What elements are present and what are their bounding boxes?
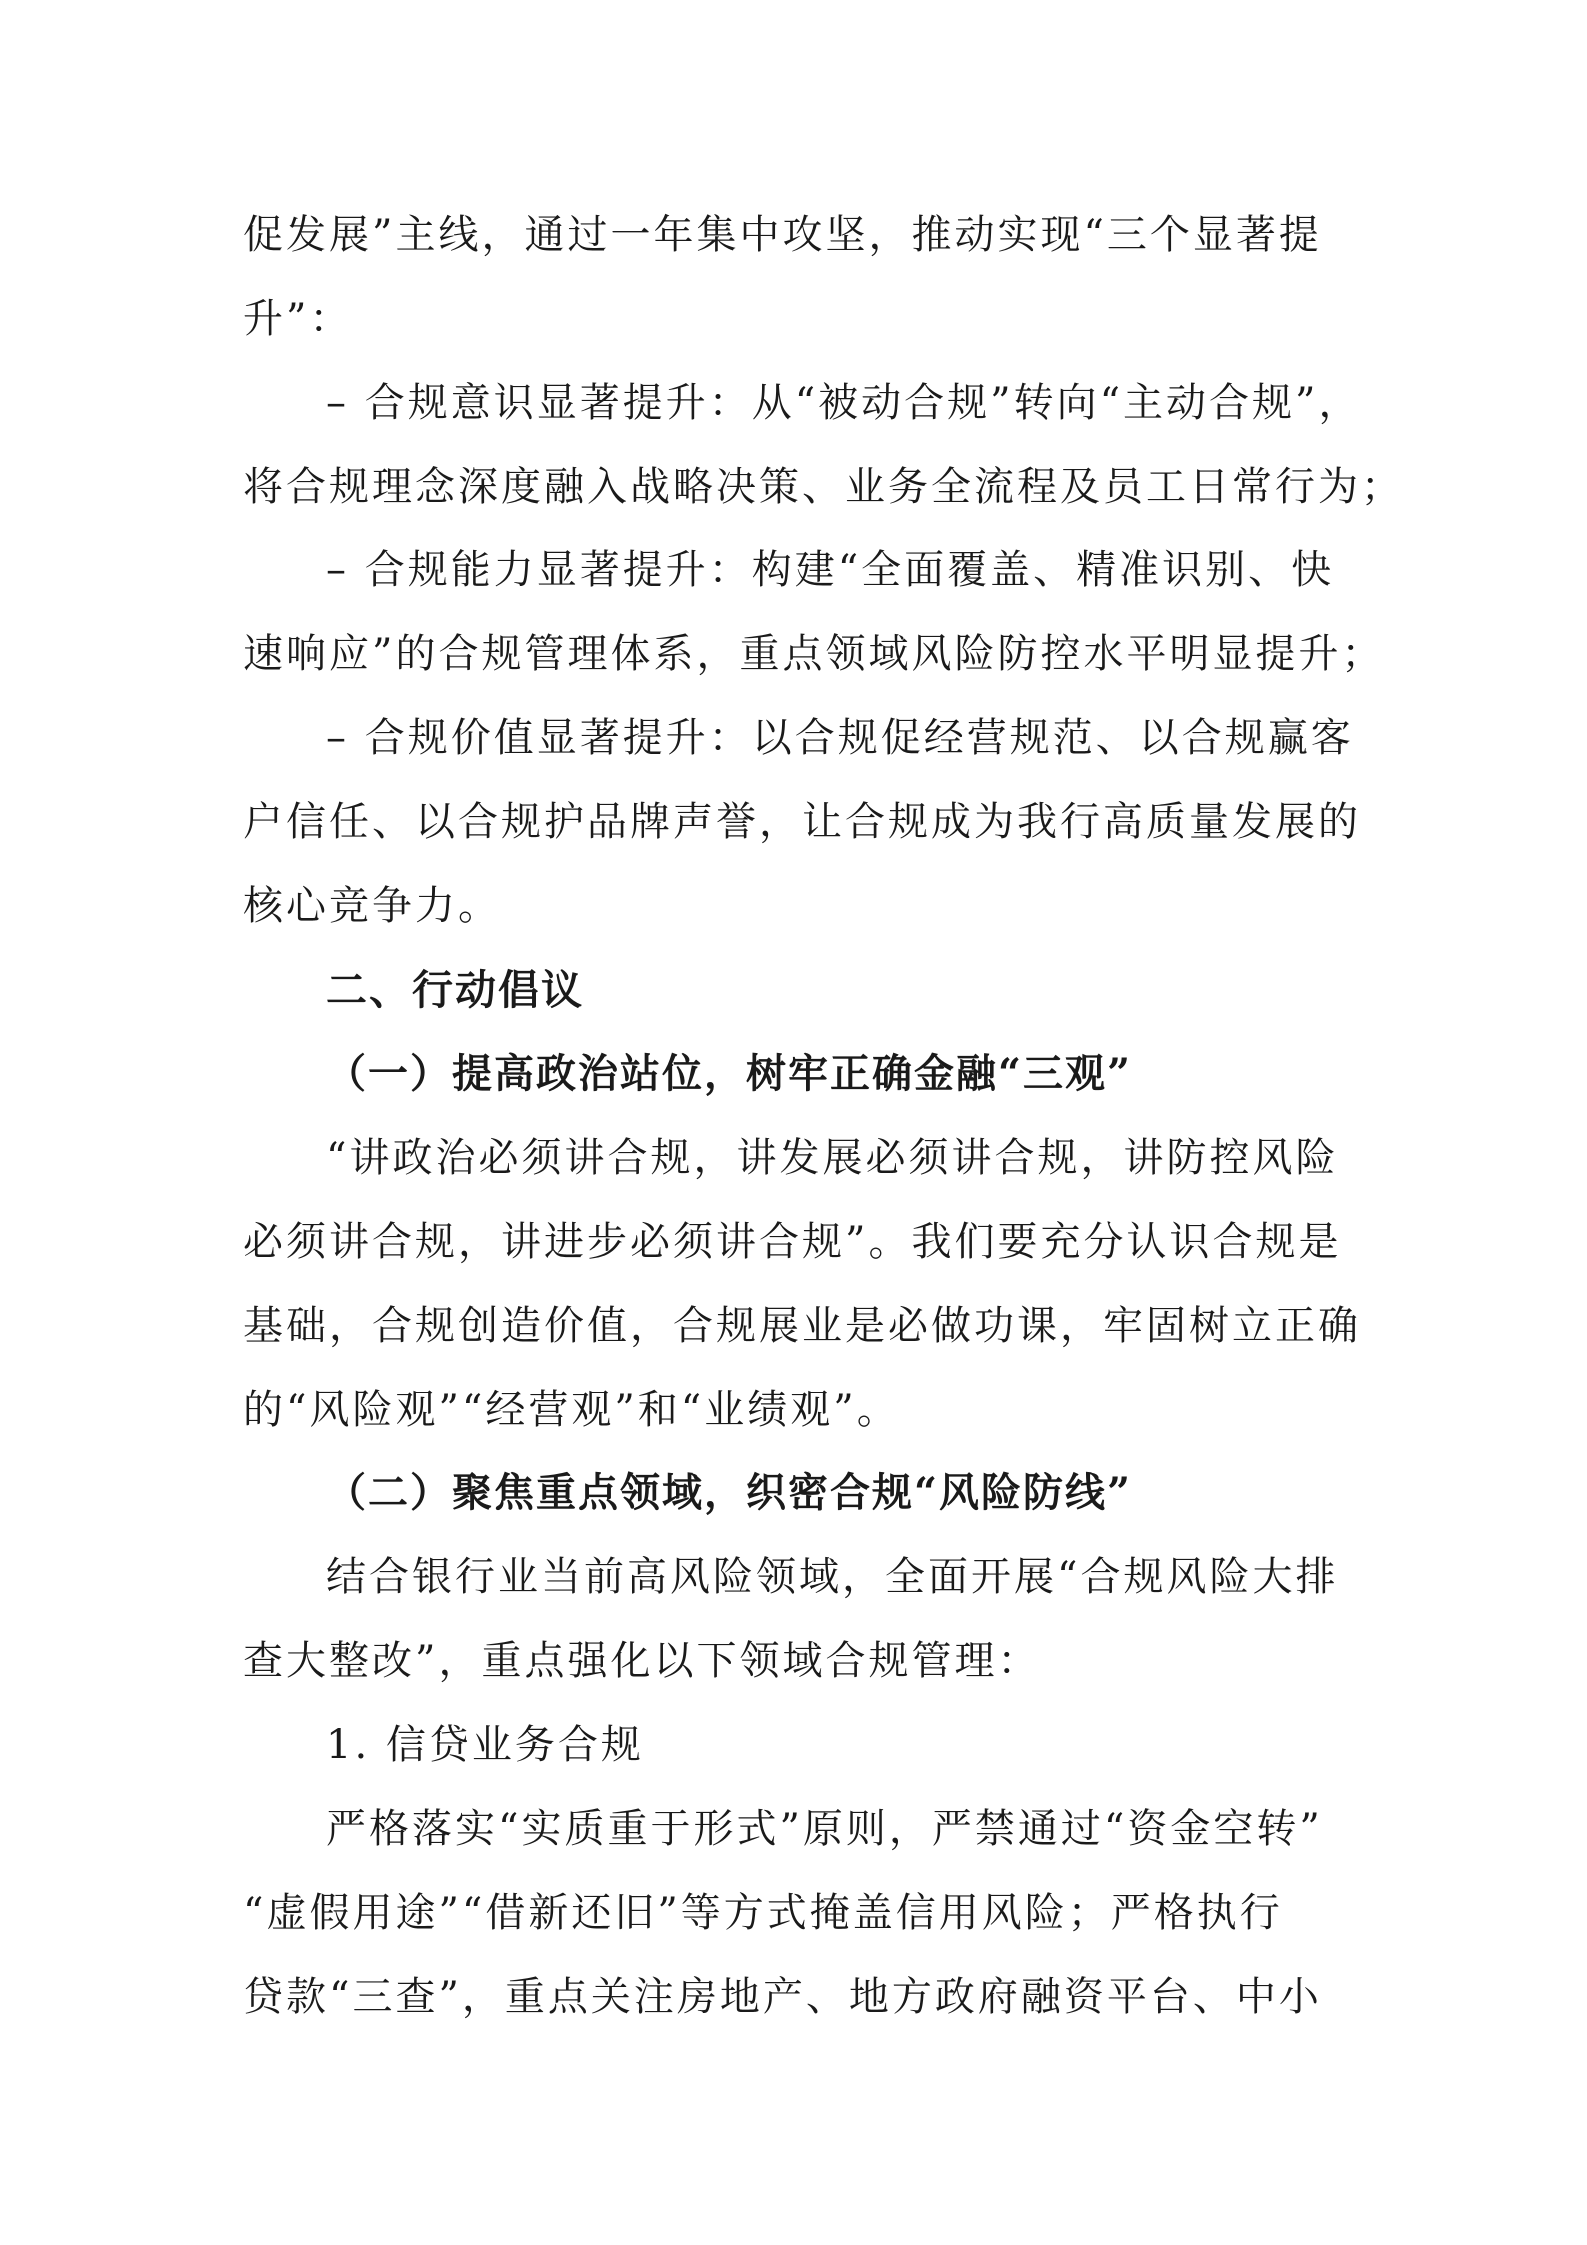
paragraph-line: 必须讲合规，讲进步必须讲合规”。我们要充分认识合规是 bbox=[243, 1219, 1342, 1265]
paragraph-line: 基础，合规创造价值，合规展业是必做功课，牢固树立正确 bbox=[243, 1303, 1361, 1349]
paragraph-line: 升”： bbox=[243, 296, 353, 342]
paragraph-line: 户信任、以合规护品牌声誉，让合规成为我行高质量发展的 bbox=[243, 799, 1361, 845]
paragraph-line: 严格落实“实质重于形式”原则，严禁通过“资金空转” bbox=[326, 1806, 1323, 1852]
paragraph-line: “讲政治必须讲合规，讲发展必须讲合规，讲防控风险 bbox=[326, 1135, 1339, 1181]
numbered-item-credit-compliance: 1. 信贷业务合规 bbox=[326, 1722, 644, 1768]
paragraph-line: 促发展”主线，通过一年集中攻坚，推动实现“三个显著提 bbox=[243, 212, 1322, 258]
paragraph-line: 查大整改”，重点强化以下领域合规管理： bbox=[243, 1638, 1041, 1684]
paragraph-line: 将合规理念深度融入战略决策、业务全流程及员工日常行为； bbox=[243, 464, 1404, 510]
bullet-line-compliance-awareness: – 合规意识显著提升：从“被动合规”转向“主动合规”， bbox=[326, 380, 1362, 426]
subsection-heading-2: （二）聚焦重点领域，织密合规“风险防线” bbox=[326, 1469, 1133, 1516]
paragraph-line: 的“风险观”“经营观”和“业绩观”。 bbox=[243, 1387, 900, 1433]
bullet-line-compliance-capability: – 合规能力显著提升：构建“全面覆盖、精准识别、快 bbox=[326, 547, 1335, 593]
paragraph-line: “虚假用途”“借新还旧”等方式掩盖信用风险；严格执行 bbox=[243, 1890, 1283, 1936]
bullet-line-compliance-value: – 合规价值显著提升：以合规促经营规范、以合规赢客 bbox=[326, 715, 1354, 761]
paragraph-line: 速响应”的合规管理体系，重点领域风险防控水平明显提升； bbox=[243, 631, 1385, 677]
section-heading-action-initiatives: 二、行动倡议 bbox=[326, 966, 584, 1014]
paragraph-line: 结合银行业当前高风险领域，全面开展“合规风险大排 bbox=[326, 1554, 1339, 1600]
paragraph-line: 贷款“三查”，重点关注房地产、地方政府融资平台、中小 bbox=[243, 1974, 1322, 2020]
subsection-heading-1: （一）提高政治站位，树牢正确金融“三观” bbox=[326, 1050, 1133, 1097]
paragraph-line: 核心竞争力。 bbox=[243, 883, 501, 929]
